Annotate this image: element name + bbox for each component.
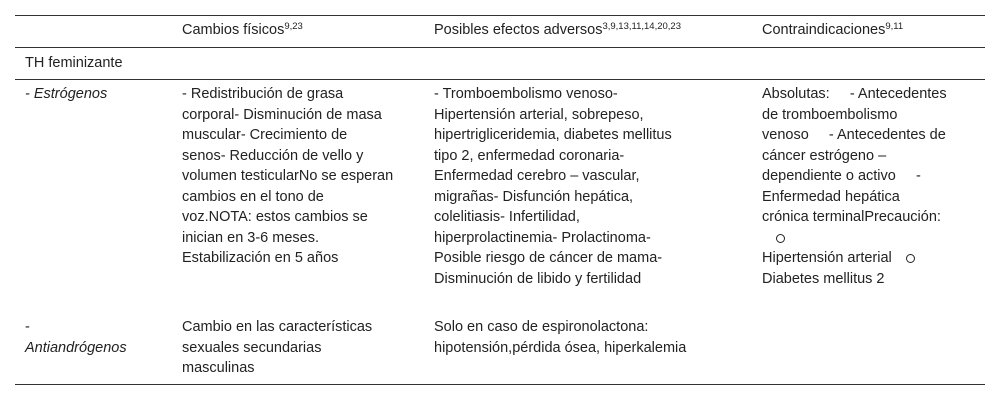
bullet-circle-icon bbox=[906, 254, 915, 263]
row-antiandrogens-adverse-effects: Solo en caso de espironolactona: hipotensión,pérdida ósea, hiperkalemia bbox=[434, 319, 687, 356]
section-label: TH feminizante bbox=[25, 55, 123, 71]
row-estrogens-contraindications: Absolutas: - Antecedentes de tromboembolismo venoso - Antecedentes de cáncer estrógeno – dependiente o activo - Enfermedad hepática crónica terminalPrecaución: Hipertensión arterial Diabetes mellitus 2 bbox=[762, 86, 947, 287]
header-contraindications: Contraindicaciones$^{9,11}$ bbox=[762, 21, 904, 38]
row-antiandrogens-physical-changes: Cambio en las características sexuales secundarias masculinas bbox=[182, 319, 373, 376]
row-label-antiandrogens: - Antiandrógenos bbox=[25, 319, 127, 356]
table-bottom-rule bbox=[15, 384, 985, 385]
table-header-rule bbox=[15, 47, 985, 48]
section-rule bbox=[15, 79, 985, 80]
bullet-circle-icon bbox=[776, 234, 785, 243]
header-adverse-effects: Posibles efectos adversos$^{3,9,13,11,14,20,23}$ bbox=[434, 21, 681, 38]
row-estrogens-adverse-effects: - Tromboembolismo venoso- Hipertensión arterial, sobrepeso, hipertrigliceridemia, diabetes mellitus tipo 2, enfermedad coronaria- Enfermedad cerebro – vascular, migrañas- Disfunción hepática, colelitiasis- Infertilidad, hiperprolactinemia- Prolactinoma- Posible riesgo de cáncer de mama- Disminución de libido y fertilidad bbox=[434, 86, 672, 287]
row-label-estrogens: - Estrógenos bbox=[25, 86, 108, 102]
row-estrogens-physical-changes: - Redistribución de grasa corporal- Disminución de masa muscular- Crecimiento de senos- Reducción de vello y volumen testicularNo se esperan cambios en el tono de voz.NOTA: estos cambios se inician en 3-6 meses. Estabilización en 5 años bbox=[182, 86, 394, 266]
header-physical-changes: Cambios físicos$^{9,23}$ bbox=[182, 21, 303, 38]
table-top-rule bbox=[15, 15, 985, 16]
